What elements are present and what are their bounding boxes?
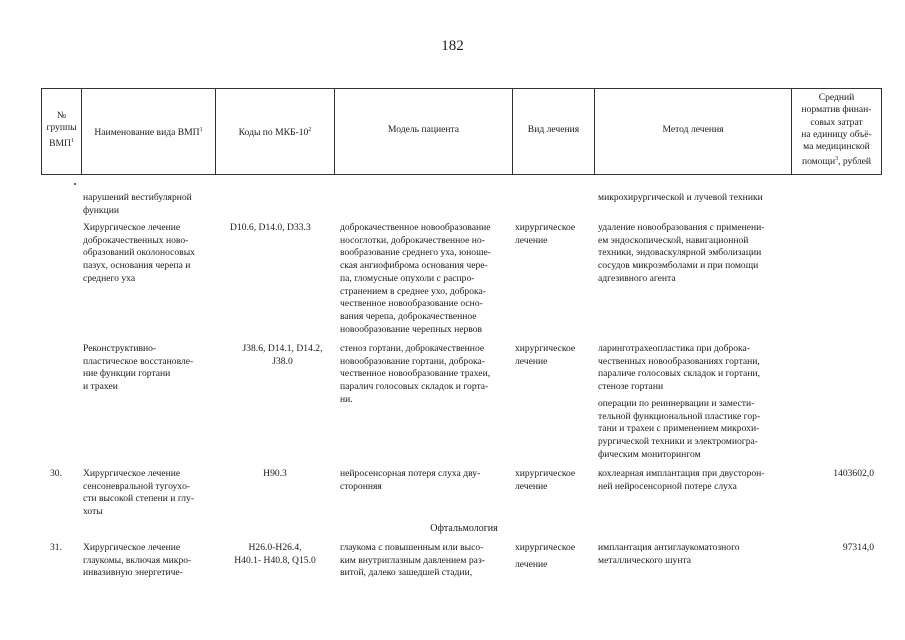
row-2-treatment-type: хирургическое лечение — [515, 343, 576, 367]
row-3-number: 30. — [50, 468, 62, 479]
header-patient-model: Модель пациента — [387, 124, 460, 135]
row-2-treatment-method: операции по реиннервации и замести- тельной функциональной пластике гор- тани и трахеи с применением микрохи- рургической техники и электромиогра- фическим мониторингом — [598, 398, 761, 460]
header-treatment-type: Вид лечения — [527, 124, 580, 135]
row-3-name: Хирургическое лечение сенсоневральной тугоуxo- сти высокой степени и глу- хоты — [83, 468, 195, 518]
header-average-cost: Средний норматив финан- совых затрат на единицу объё- ма медицинской помощи$^3$, рублей — [801, 92, 872, 168]
row-4-name: Хирургическое лечение глаукомы, включая микро- инвазивную энергетиче- — [83, 542, 192, 579]
row-4-codes: H26.0-H26.4, H40.1- H40.8, Q15.0 — [234, 542, 316, 566]
row-3-codes: H90.3 — [263, 468, 287, 479]
row-3-treatment-method: кохлеарная имплантация при двусторон- ней нейросенсорной потере слуха — [598, 468, 765, 492]
row-continued-method: микрохирургической и лучевой техники — [598, 192, 763, 203]
header-mkb-codes: Коды по МКБ-$10^2$ — [238, 127, 312, 139]
row-1-codes: D10.6, D14.0, D33.3 — [230, 222, 311, 233]
row-4-number: 31. — [50, 542, 62, 553]
row-4-treatment-type: лечение — [515, 559, 548, 570]
row-2-name: Реконструктивно- пластическое восстановле- ние функции гортани и трахеи — [83, 343, 194, 393]
row-1-treatment-method: удаление новообразования с применени- ем эндоскопической, навигационной техники, эндоваскулярной эмболизации сосудов микроэмболами и при помощи адгезивного агента — [598, 222, 765, 284]
header-divider — [881, 88, 882, 175]
row-continued-name: нарушений вестибулярной функции — [83, 192, 192, 216]
header-top-border — [41, 88, 882, 89]
section-heading: Офтальмология — [430, 523, 498, 534]
row-2-treatment-method: ларинготрахеопластика при доброка- чественных новообразованиях гортани, параличе голосовых складок и гортани, стенозе гортани — [598, 343, 760, 393]
row-1-treatment-type: хирургическое лечение — [515, 222, 576, 246]
row-1-name: Хирургическое лечение доброкачественных ново- образований околоносовых пазух, основания черепа и среднего уха — [83, 222, 195, 284]
row-4-treatment-type: хирургическое — [515, 542, 576, 553]
row-2-patient-model: стеноз гортани, доброкачественное новообразование гортани, доброка- чественное новообразование трахеи, паралич голосовых складок и горта- ни. — [340, 343, 491, 405]
row-3-treatment-type: хирургическое лечение — [515, 468, 576, 492]
row-4-treatment-method: имплантация антиглаукоматозного металлического шунта — [598, 542, 740, 566]
header-treatment-method: Метод лечения — [662, 124, 724, 135]
row-1-patient-model: доброкачественное новообразование носоглотки, доброкачественное но- вообразование среднего уха, юноше- ская ангиофиброма основания чере- па, гломусные опухоли с распро- странением в среднее ухо, доброка- чественное новообразование осно- вания черепа, доброкачественное новообразование черепных нервов — [340, 222, 491, 335]
row-3-patient-model: нейросенсорная потеря слуха дву- сторонняя — [340, 468, 481, 492]
page-number: 182 — [441, 38, 464, 54]
row-4-average-cost: 97314,0 — [842, 542, 874, 553]
row-4-patient-model: глаукома с повышенным или высо- ким внутриглазным давлением раз- витой, далеко зашедшей стадии, — [340, 542, 485, 579]
header-bottom-border — [41, 174, 882, 175]
row-2-codes: J38.6, D14.1, D14.2, J38.0 — [242, 343, 323, 367]
scan-mark — [74, 183, 76, 185]
row-3-average-cost: 1403602,0 — [833, 468, 874, 479]
header-vmp-name: Наименование вида ВМП$^1$ — [94, 127, 203, 139]
header-group-number: № группы ВМП$^1$ — [46, 110, 77, 149]
